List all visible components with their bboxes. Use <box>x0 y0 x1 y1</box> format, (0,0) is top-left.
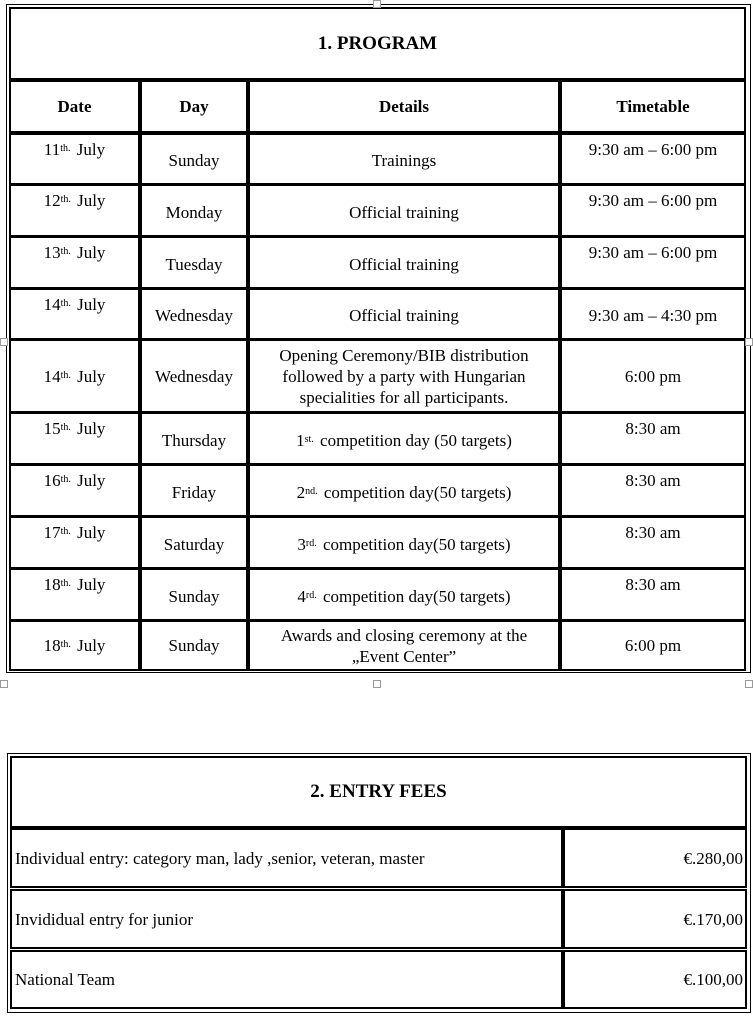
date-suffix: th. <box>60 422 71 433</box>
day-cell <box>140 339 248 413</box>
fee-label-cell <box>10 889 563 949</box>
resize-handle[interactable] <box>373 0 381 8</box>
date-number: 12 <box>43 191 61 210</box>
resize-handle[interactable] <box>0 680 8 688</box>
timetable-cell <box>560 288 746 340</box>
details-text: competition day(50 targets) <box>323 483 512 502</box>
date-value <box>44 470 106 491</box>
details-ordinal-suffix: rd. <box>305 590 317 601</box>
details-text: Official training <box>349 306 459 325</box>
timetable-cell <box>560 412 746 465</box>
fees-title <box>10 756 747 828</box>
day-value: Wednesday <box>155 306 233 325</box>
details-value <box>349 305 459 326</box>
timetable-cell <box>560 620 746 671</box>
timetable-cell <box>560 568 746 621</box>
details-text: Awards and closing ceremony at the „Event Center” <box>280 625 528 666</box>
day-value: Sunday <box>168 587 220 606</box>
fee-label: National Team <box>15 970 115 989</box>
date-month: July <box>77 575 106 594</box>
details-cell <box>248 516 560 569</box>
fee-amount-cell <box>563 950 747 1009</box>
details-cell <box>248 133 560 185</box>
details-text: Official training <box>349 203 459 222</box>
details-text: competition day(50 targets) <box>323 535 511 554</box>
details-value <box>297 586 510 607</box>
fee-amount-cell <box>563 889 747 949</box>
details-cell <box>248 236 560 289</box>
timetable-cell <box>560 464 746 517</box>
day-cell <box>140 133 248 185</box>
date-value <box>44 366 106 387</box>
date-number: 11 <box>43 140 61 159</box>
fee-amount: €.170,00 <box>683 909 743 929</box>
details-cell <box>248 568 560 621</box>
date-cell <box>9 339 140 413</box>
timetable-value: 6:00 pm <box>624 636 682 655</box>
date-cell <box>9 184 140 237</box>
details-text: Official training <box>349 255 459 274</box>
details-cell <box>248 184 560 237</box>
date-suffix: th. <box>60 578 71 589</box>
details-ordinal-suffix: st. <box>304 434 314 445</box>
timetable-cell <box>560 339 746 413</box>
day-cell <box>140 288 248 340</box>
header-details-label: Details <box>378 96 430 116</box>
date-suffix: th. <box>60 298 71 309</box>
timetable-value: 9:30 am – 6:00 pm <box>588 140 718 159</box>
fee-label: Individual entry: category man, lady ,senior, veteran, master <box>15 848 425 868</box>
header-day <box>140 80 248 133</box>
details-value <box>349 202 459 223</box>
date-month: July <box>77 471 106 490</box>
details-value <box>296 430 512 451</box>
date-value <box>44 190 106 211</box>
header-day-label: Day <box>179 96 209 116</box>
resize-handle[interactable] <box>745 680 753 688</box>
details-ordinal-suffix: rd. <box>305 538 317 549</box>
resize-handle[interactable] <box>373 680 381 688</box>
date-month: July <box>77 636 106 655</box>
date-number: 18 <box>43 575 61 594</box>
date-cell <box>9 412 140 465</box>
resize-handle[interactable] <box>0 338 8 346</box>
date-month: July <box>77 419 106 438</box>
timetable-value: 6:00 pm <box>624 366 682 386</box>
date-cell <box>9 516 140 569</box>
timetable-value: 9:30 am – 4:30 pm <box>588 306 718 325</box>
timetable-value: 9:30 am – 6:00 pm <box>588 243 718 262</box>
timetable-cell <box>560 516 746 569</box>
date-value <box>44 635 106 656</box>
fee-amount: €.100,00 <box>683 970 743 989</box>
date-month: July <box>77 366 106 386</box>
date-value <box>44 242 106 263</box>
day-cell <box>140 236 248 289</box>
date-cell <box>9 620 140 671</box>
program-title <box>9 7 746 80</box>
day-value: Wednesday <box>155 366 233 386</box>
date-suffix: th. <box>60 369 71 381</box>
fee-amount-cell <box>563 828 747 888</box>
details-text: competition day(50 targets) <box>323 587 511 606</box>
day-cell <box>140 412 248 465</box>
details-text: competition day (50 targets) <box>320 431 512 450</box>
day-value: Sunday <box>168 636 220 655</box>
date-cell <box>9 464 140 517</box>
details-value <box>297 482 512 503</box>
date-suffix: th. <box>60 143 71 154</box>
details-value <box>297 534 510 555</box>
date-value <box>44 139 105 160</box>
date-month: July <box>77 523 106 542</box>
day-value: Tuesday <box>165 255 223 274</box>
details-ordinal: 4 <box>297 587 306 606</box>
date-cell <box>9 288 140 340</box>
date-month: July <box>76 140 106 159</box>
day-cell <box>140 464 248 517</box>
program-title-text: 1. PROGRAM <box>317 32 438 54</box>
date-number: 18 <box>43 636 61 655</box>
date-number: 17 <box>43 523 61 542</box>
day-value: Friday <box>171 483 217 502</box>
details-value <box>264 625 544 667</box>
day-cell <box>140 568 248 621</box>
date-number: 14 <box>43 366 61 386</box>
date-number: 16 <box>43 471 61 490</box>
day-cell <box>140 620 248 671</box>
header-timetable <box>560 80 746 133</box>
date-number: 14 <box>43 295 61 314</box>
timetable-cell <box>560 133 746 185</box>
details-cell <box>248 288 560 340</box>
day-cell <box>140 184 248 237</box>
details-cell <box>248 339 560 413</box>
details-value <box>372 150 437 171</box>
details-text: Trainings <box>371 151 437 170</box>
details-ordinal: 1 <box>296 431 305 450</box>
fee-amount: €.280,00 <box>683 848 743 868</box>
date-month: July <box>77 191 106 210</box>
date-suffix: th. <box>60 639 71 650</box>
timetable-value: 9:30 am – 6:00 pm <box>588 191 718 210</box>
day-value: Thursday <box>161 431 227 450</box>
fee-label: Invididual entry for junior <box>15 909 193 929</box>
date-value <box>44 418 106 439</box>
details-cell <box>248 412 560 465</box>
date-value <box>44 522 106 543</box>
details-cell <box>248 620 560 671</box>
details-value <box>349 254 459 275</box>
date-number: 13 <box>43 243 61 262</box>
details-text: Opening Ceremony/BIB distribution followed by a party with Hungarian specialities for all participants. <box>279 345 529 407</box>
details-ordinal-suffix: nd. <box>305 486 318 497</box>
date-number: 15 <box>43 419 61 438</box>
timetable-value: 8:30 am <box>625 575 681 594</box>
header-details <box>248 80 560 133</box>
fee-label-cell <box>10 828 563 888</box>
date-value <box>44 574 106 595</box>
timetable-cell <box>560 236 746 289</box>
day-value: Monday <box>165 203 223 222</box>
date-cell <box>9 133 140 185</box>
details-ordinal: 3 <box>297 535 306 554</box>
fees-title-text: 2. ENTRY FEES <box>310 781 447 802</box>
date-suffix: th. <box>60 246 71 257</box>
date-suffix: th. <box>60 194 71 205</box>
timetable-value: 8:30 am <box>625 523 681 542</box>
timetable-cell <box>560 184 746 237</box>
details-value <box>264 345 544 408</box>
day-cell <box>140 516 248 569</box>
timetable-value: 8:30 am <box>625 471 681 490</box>
timetable-value: 8:30 am <box>625 419 681 438</box>
fee-label-cell <box>10 950 563 1009</box>
resize-handle[interactable] <box>745 338 753 346</box>
date-value <box>44 294 106 315</box>
date-cell <box>9 236 140 289</box>
header-timetable-label: Timetable <box>616 96 690 116</box>
details-cell <box>248 464 560 517</box>
details-ordinal: 2 <box>296 483 306 502</box>
header-date <box>9 80 140 133</box>
date-month: July <box>77 295 106 314</box>
date-suffix: th. <box>60 474 71 485</box>
header-date-label: Date <box>57 96 92 116</box>
date-suffix: th. <box>60 526 71 537</box>
date-cell <box>9 568 140 621</box>
date-month: July <box>77 243 106 262</box>
day-value: Sunday <box>168 151 220 170</box>
day-value: Saturday <box>163 535 225 554</box>
